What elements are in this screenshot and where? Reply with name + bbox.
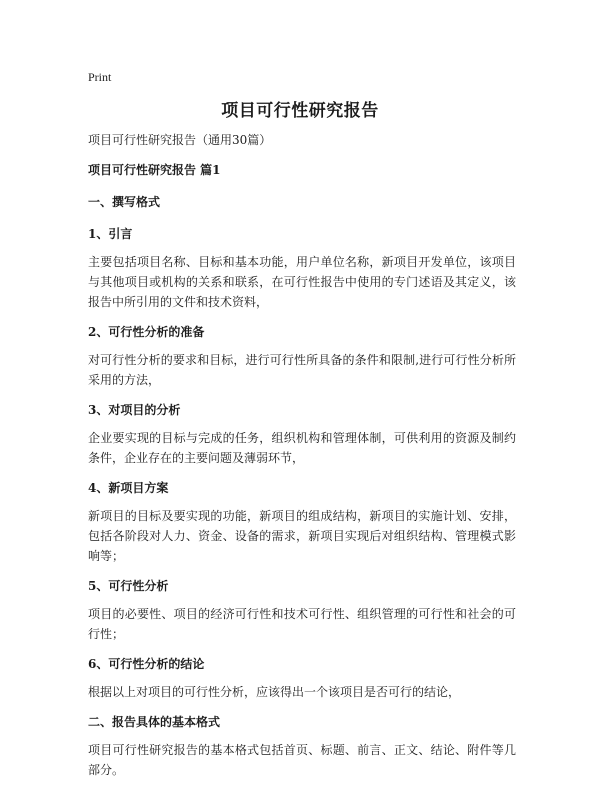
section-paragraph: 对可行性分析的要求和目标，进行可行性所具备的条件和限制,进行可行性分析所采用的方法，	[88, 353, 516, 387]
section-heading: 3、对项目的分析	[88, 403, 181, 417]
section-paragraph: 企业要实现的目标与完成的任务，组织机构和管理体制，可供利用的资源及制约条件，企业存在的主要问题及薄弱环节，	[88, 431, 516, 465]
print-link[interactable]: Print	[88, 70, 112, 84]
section-heading: 1、引言	[88, 227, 133, 241]
article-title: 项目可行性研究报告 篇1	[88, 163, 221, 177]
section-heading: 2、可行性分析的准备	[88, 325, 205, 339]
document-subtitle: 项目可行性研究报告（通用30篇）	[88, 133, 272, 147]
section-heading: 5、可行性分析	[88, 579, 169, 593]
section-paragraph: 根据以上对项目的可行性分析，应该得出一个该项目是否可行的结论，	[88, 685, 461, 699]
section-heading: 二、报告具体的基本格式	[88, 715, 221, 729]
section-paragraph: 项目的必要性、项目的经济可行性和技术可行性、组织管理的可行性和社会的可行性；	[88, 607, 516, 641]
section-heading: 6、可行性分析的结论	[88, 657, 205, 671]
section-paragraph: 新项目的目标及要实现的功能，新项目的组成结构，新项目的实施计划、安排，包括各阶段对人力、资金、设备的需求，新项目实现后对组织结构、管理模式影响等；	[88, 509, 516, 563]
document-title: 项目可行性研究报告	[221, 101, 379, 121]
section-paragraph: 主要包括项目名称、目标和基本功能，用户单位名称，新项目开发单位，该项目与其他项目或机构的关系和联系，在可行性报告中使用的专门述语及其定义，该报告中所引用的文件和技术资料，	[88, 255, 516, 309]
section-paragraph: 项目可行性研究报告的基本格式包括首页、标题、前言、正文、结论、附件等几部分。	[88, 743, 516, 777]
document-body	[88, 130, 516, 790]
section-heading: 4、新项目方案	[88, 481, 169, 495]
section-heading: 一、撰写格式	[88, 195, 161, 209]
